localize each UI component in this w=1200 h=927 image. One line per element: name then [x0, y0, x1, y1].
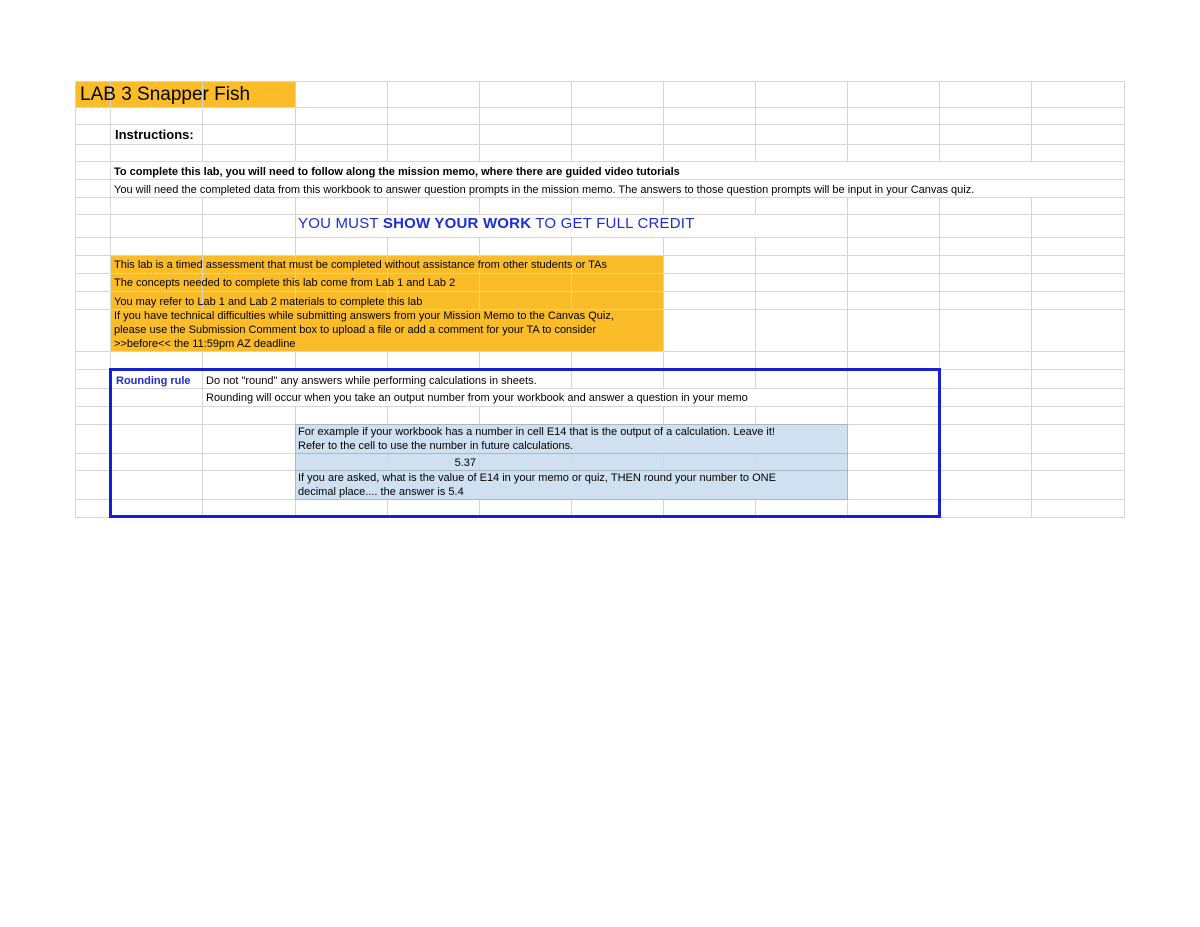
example-line-1[interactable]: For example if your workbook has a number in cell E14 that is the output of a calculation. Leave it!	[298, 426, 775, 438]
answer-line-2: decimal place.... the answer is 5.4	[298, 486, 464, 498]
credit-banner[interactable]	[298, 217, 695, 231]
rounding-rule-frame	[109, 368, 941, 518]
rounding-rule-label[interactable]: Rounding rule	[116, 375, 191, 387]
rule-timed[interactable]: This lab is a timed assessment that must be completed without assistance from other students or TAs	[114, 259, 607, 271]
rounding-line-1[interactable]: Do not "round" any answers while performing calculations in sheets.	[206, 375, 537, 387]
intro-text[interactable]: You will need the completed data from this workbook to answer question prompts in the mission memo. The answers to those question prompts will be input in your Canvas quiz.	[114, 184, 975, 196]
tech-note-line-1[interactable]: If you have technical difficulties while submitting answers from your Mission Memo to the Canvas Quiz,	[114, 310, 614, 322]
intro-bold-text[interactable]: To complete this lab, you will need to follow along the mission memo, where there are guided video tutorials	[114, 166, 680, 178]
rule-concepts[interactable]: The concepts needed to complete this lab come from Lab 1 and Lab 2	[114, 277, 456, 289]
rounding-line-2[interactable]: Rounding will occur when you take an output number from your workbook and answer a question in your memo	[206, 392, 748, 404]
sheet-title[interactable]: LAB 3 Snapper Fish	[80, 84, 251, 105]
answer-line-1[interactable]: If you are asked, what is the value of E14 in your memo or quiz, THEN round your number to ONE	[298, 472, 776, 484]
credit-emphasis: SHOW YOUR WORK	[382, 215, 532, 232]
example-line-2: Refer to the cell to use the number in future calculations.	[298, 440, 574, 452]
tech-note-line-3: >>before<< the 11:59pm AZ deadline	[114, 338, 296, 350]
tech-note-line-2: please use the Submission Comment box to upload a file or add a comment for your TA to consider	[114, 324, 597, 336]
rule-materials[interactable]: You may refer to Lab 1 and Lab 2 materials to complete this lab	[114, 296, 423, 308]
credit-after: TO GET FULL CREDIT	[531, 215, 695, 232]
instructions-label[interactable]: Instructions:	[115, 127, 194, 142]
example-value-cell[interactable]: 5.37	[454, 457, 476, 469]
credit-before: YOU MUST	[298, 215, 383, 232]
